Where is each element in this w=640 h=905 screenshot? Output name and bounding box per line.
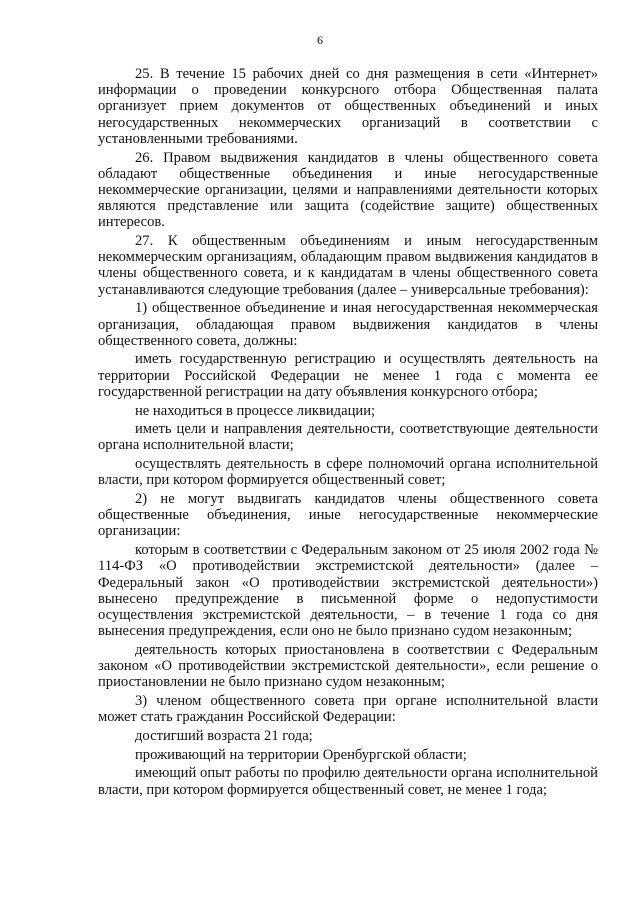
citizen-age: достигший возраста 21 года; xyxy=(135,727,313,744)
requirement-goals: иметь цели и направления деятельности, соответствующие деятельности органа исполнительной власти; xyxy=(98,421,598,454)
requirement-not-liquidating: не находиться в процессе ликвидации; xyxy=(135,402,376,419)
citizen-experience: имеющий опыт работы по профилю деятельности органа исполнительной власти, при котором формируется общественный совет, не менее 1 года; xyxy=(98,765,598,798)
paragraph-25: 25. В течение 15 рабочих дней со дня размещения в сети «Интернет» информации о проведении конкурсного отбора Общественная палата организует прием документов от общественных объединений и иных негосударственных некоммерческих организаций в соответствии с установленными требованиями. xyxy=(98,66,598,147)
document-body xyxy=(98,66,598,800)
subclause-1: 1) общественное объединение и иная негосударственная некоммерческая организация, обладающая правом выдвижения кандидатов в члены общественного совета, должны: xyxy=(98,300,598,349)
page-number: 6 xyxy=(317,33,323,47)
requirement-registration: иметь государственную регистрацию и осуществлять деятельность на территории Российской Федерации не менее 1 года с момента ее государственной регистрации на дату объявления конкурсного отбора; xyxy=(98,351,598,400)
requirement-competence: осуществлять деятельность в сфере полномочий органа исполнительной власти, при котором формируется общественный совет; xyxy=(98,456,598,489)
citizen-residence: проживающий на территории Оренбургской области; xyxy=(135,746,467,763)
restriction-warning: которым в соответствии с Федеральным законом от 25 июля 2002 года № 114-ФЗ «О противодействии экстремистской деятельности» (далее – Федеральный закон «О противодействии экстремистской деятельности») вынесено предупреждение в письменной форме о недопустимости осуществления экстремистской деятельности, – в течение 1 года со дня вынесения предупреждения, если оно не было признано судом незаконным; xyxy=(98,542,598,640)
paragraph-26: 26. Правом выдвижения кандидатов в члены общественного совета обладают общественные объединения и иные негосударственные некоммерческие организации, целями и направлениями деятельности которых являются представление или защита (содействие защите) общественных интересов. xyxy=(98,149,598,231)
paragraph-27: 27. К общественным объединениям и иным негосударственным некоммерческим организациям, обладающим правом выдвижения кандидатов в члены общественного совета, и к кандидатам в члены общественного совета устанавливаются следующие требования (далее – универсальные требования): xyxy=(98,233,598,298)
subclause-3: 3) членом общественного совета при органе исполнительной власти может стать гражданин Российской Федерации: xyxy=(98,693,598,726)
subclause-2: 2) не могут выдвигать кандидатов члены общественного совета общественные объединения, иные негосударственные некоммерческие организации: xyxy=(98,491,598,540)
restriction-suspended: деятельность которых приостановлена в соответствии с Федеральным законом «О противодействии экстремистской деятельности», если решение о приостановлении не было признано судом незаконным; xyxy=(98,641,598,691)
